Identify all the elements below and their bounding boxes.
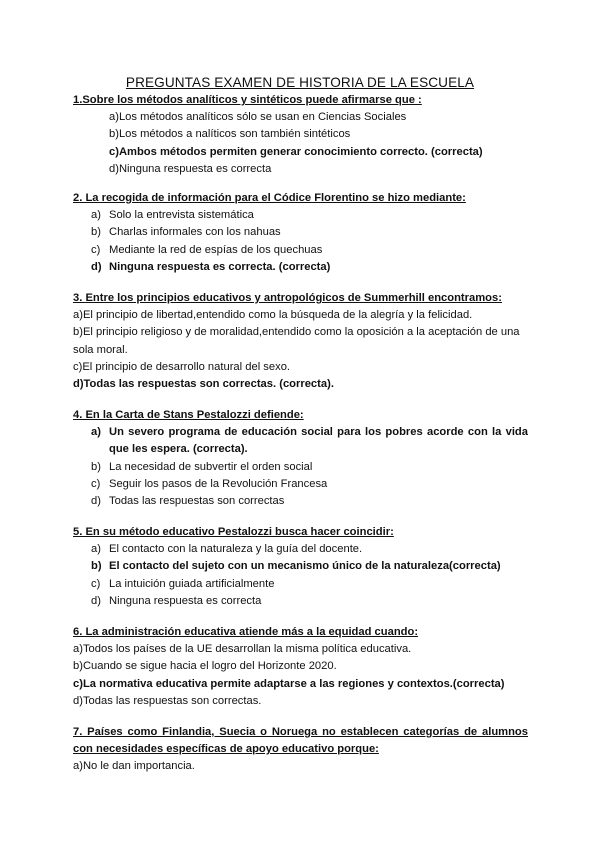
option [73,576,528,593]
page-title: PREGUNTAS EXAMEN DE HISTORIA DE LA ESCUELA [125,75,475,90]
option: b)El principio religioso y de moralidad,entendido como la oposición a la aceptación de una sola moral. [73,326,520,356]
option: a)El principio de libertad,entendido como la búsqueda de la alegría y la felicidad. [73,309,473,322]
question-heading: 7. Países como Finlandia, Suecia o Noruega no establecen categorías de alumnos con necesidades específicas de apoyo educativo porque: [73,726,528,756]
question-heading: 1.Sobre los métodos analíticos y sintéticos puede afirmarse que : [73,94,422,106]
option-text: Mediante la red de espías de los quechuas [109,243,323,256]
option-correct: d)Todas las respuestas son correctas. (correcta). [73,378,334,391]
option-letter: d) [91,495,101,508]
question-heading: 5. En su método educativo Pestalozzi busca hacer coincidir: [73,526,394,538]
option: d)Todas las respuestas son correctas. [73,694,262,707]
option-text: La necesidad de subvertir el orden social [109,460,313,473]
question-5 [73,524,528,610]
option-text: El contacto con la naturaleza y la guía del docente. [109,543,363,556]
option [73,207,528,224]
option [73,593,528,610]
option [73,476,528,493]
question-2 [73,190,528,276]
option-letter: b) [91,226,101,239]
option: a)No le dan importancia. [73,760,195,773]
option [73,459,528,476]
option-letter: d) [91,594,101,607]
option: b)Cuando se sigue hacia el logro del Horizonte 2020. [73,660,337,673]
option-text: Un severo programa de educación social para los pobres acorde con la vida que les espera. (correcta). [109,426,528,456]
question-6 [73,624,528,710]
option-correct [73,424,528,458]
question-heading: 4. En la Carta de Stans Pestalozzi defiende: [73,409,304,421]
question-3 [73,290,528,393]
option-letter: c) [91,577,101,590]
question-heading: 3. Entre los principios educativos y antropológicos de Summerhill encontramos: [73,292,502,304]
option-text: Ninguna respuesta es correcta. (correcta) [109,260,331,273]
option: b)Los métodos a nalíticos son también sintéticos [109,128,351,141]
option-text: Ninguna respuesta es correcta [109,594,262,607]
option-letter: c) [91,243,101,256]
question-heading: 2. La recogida de información para el Códice Florentino se hizo mediante: [73,192,466,204]
option: a)Los métodos analíticos sólo se usan en Ciencias Sociales [109,111,407,124]
option-correct: c)Ambos métodos permiten generar conocimiento correcto. (correcta) [109,145,483,158]
option-letter: c) [91,477,101,490]
option-correct [73,558,528,575]
question-4 [73,407,528,510]
question-heading: 6. La administración educativa atiende más a la equidad cuando: [73,626,419,638]
option-text: Charlas informales con los nahuas [109,226,281,239]
option-letter: d) [91,260,102,273]
option-correct: c)La normativa educativa permite adaptarse a las regiones y contextos.(correcta) [73,677,505,690]
option [73,541,528,558]
option-letter: b) [91,560,102,573]
option [73,493,528,510]
option-text: El contacto del sujeto con un mecanismo único de la naturaleza(correcta) [109,560,501,573]
option-correct [73,259,528,276]
option-text: Todas las respuestas son correctas [109,495,285,508]
option-text: Solo la entrevista sistemática [109,209,254,222]
option-letter: b) [91,460,101,473]
option [73,242,528,259]
option-text: La intuición guiada artificialmente [109,577,275,590]
option-letter: a) [91,209,101,222]
option: c)El principio de desarrollo natural del sexo. [73,360,291,373]
option-letter: a) [91,543,101,556]
question-7 [73,724,528,776]
question-1 [73,92,528,178]
option: d)Ninguna respuesta es correcta [109,162,272,175]
option-letter: a) [91,426,101,439]
option [73,224,528,241]
option-text: Seguir los pasos de la Revolución Francesa [109,477,328,490]
option: a)Todos los países de la UE desarrollan la misma política educativa. [73,643,412,656]
